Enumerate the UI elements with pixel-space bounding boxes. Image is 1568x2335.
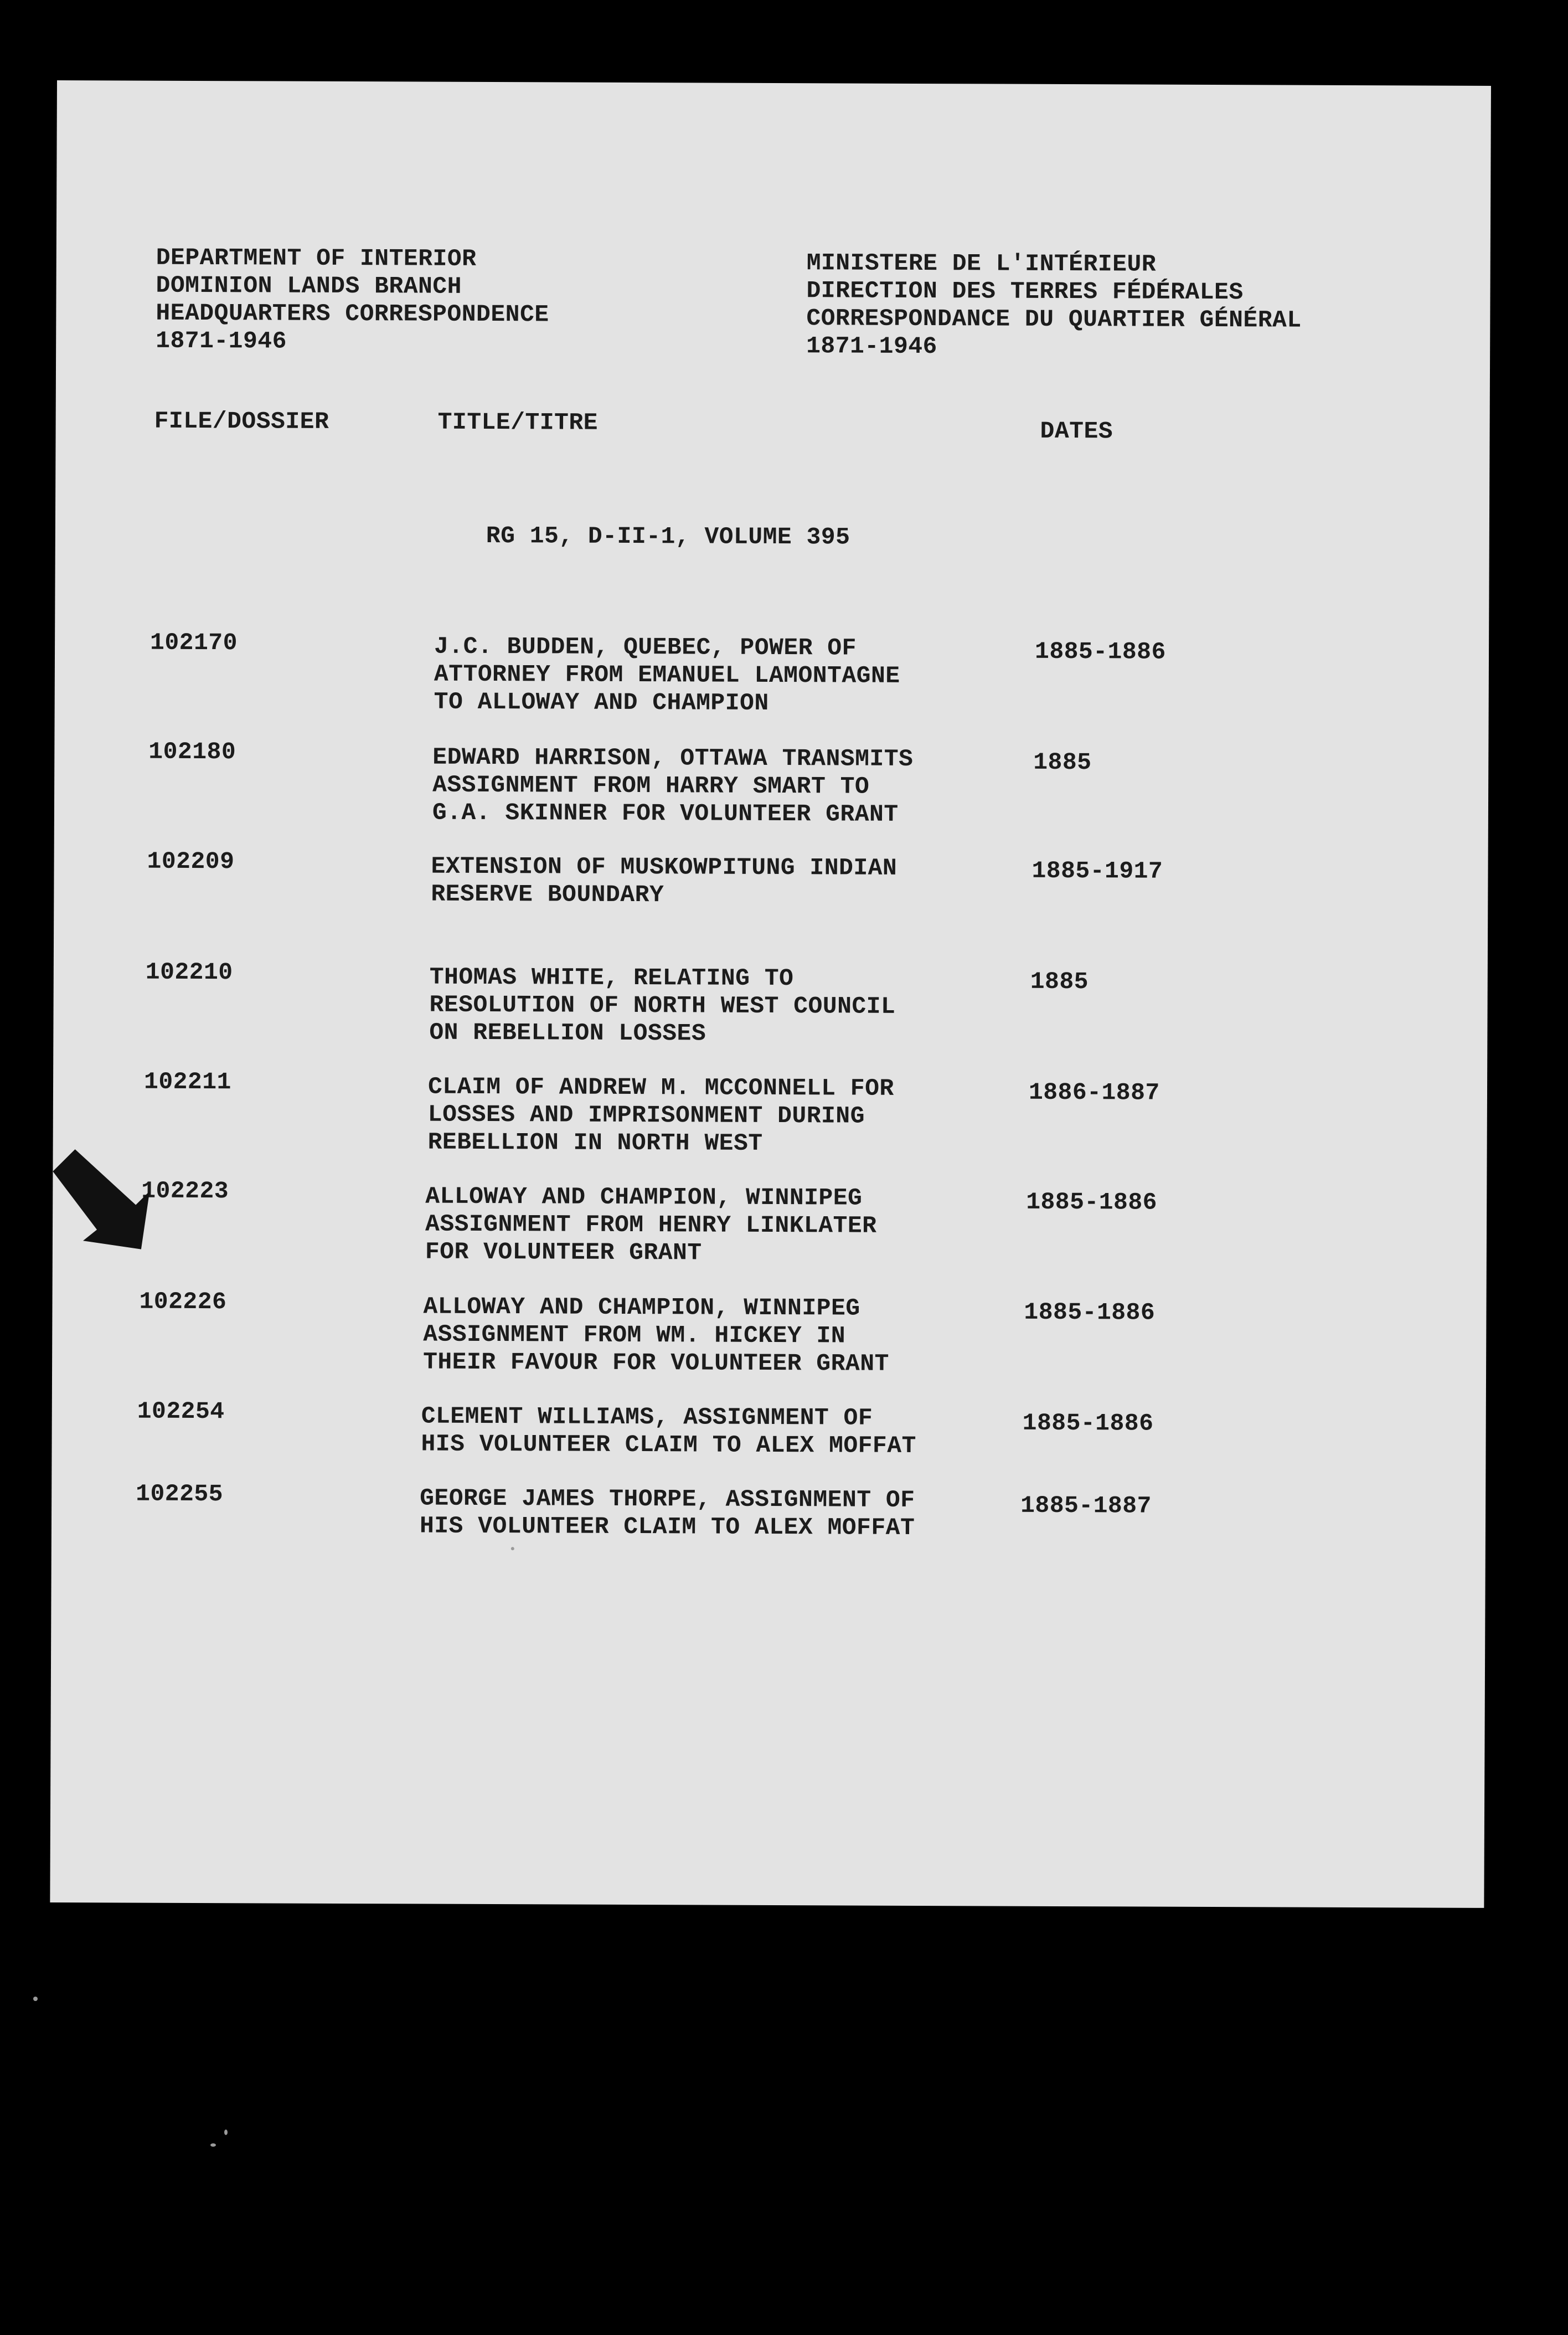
file-title (428, 1073, 894, 1158)
file-title (420, 1485, 915, 1542)
file-number: 102210 (145, 958, 233, 986)
header-french-line: MINISTERE DE L'INTÉRIEUR (806, 249, 1157, 278)
paper-speck (511, 1547, 514, 1550)
header-english-line: 1871-1946 (156, 327, 287, 355)
background-speck (210, 2143, 216, 2147)
file-dates: 1885-1886 (1034, 637, 1166, 666)
background-speck (33, 1997, 38, 2001)
file-title (429, 964, 895, 1048)
title-line: EDWARD HARRISON, OTTAWA TRANSMITS (432, 743, 914, 773)
file-number: 102226 (139, 1288, 227, 1316)
file-dates: 1885-1886 (1024, 1298, 1156, 1326)
file-dates: 1886-1887 (1028, 1078, 1160, 1107)
header-english-line: HEADQUARTERS CORRESPONDENCE (156, 299, 549, 328)
file-title (421, 1403, 916, 1460)
title-line: G.A. SKINNER FOR VOLUNTEER GRANT (432, 799, 899, 828)
title-line: REBELLION IN NORTH WEST (427, 1128, 763, 1157)
file-number: 102223 (141, 1177, 229, 1205)
document-page (50, 80, 1491, 1908)
header-french-line: CORRESPONDANCE DU QUARTIER GÉNÉRAL (806, 305, 1302, 334)
title-line: GEORGE JAMES THORPE, ASSIGNMENT OF (420, 1484, 915, 1514)
file-title (425, 1183, 877, 1268)
file-title (431, 853, 897, 910)
title-line: LOSSES AND IMPRISONMENT DURING (427, 1100, 865, 1130)
title-line: RESERVE BOUNDARY (431, 880, 664, 909)
file-dates: 1885-1886 (1026, 1188, 1158, 1216)
title-line: CLAIM OF ANDREW M. MCCONNELL FOR (427, 1073, 894, 1102)
file-number: 102254 (137, 1397, 225, 1426)
file-number: 102170 (150, 629, 238, 657)
column-header-file: FILE/DOSSIER (154, 407, 329, 435)
column-header-title: TITLE/TITRE (437, 408, 599, 436)
file-number: 102180 (148, 738, 236, 766)
title-line: ON REBELLION LOSSES (429, 1019, 706, 1047)
title-line: ASSIGNMENT FROM HENRY LINKLATER (425, 1210, 877, 1239)
file-dates: 1885 (1030, 968, 1089, 996)
title-line: EXTENSION OF MUSKOWPITUNG INDIAN (431, 852, 898, 882)
file-number: 102211 (143, 1068, 231, 1096)
file-title (434, 633, 900, 718)
title-line: CLEMENT WILLIAMS, ASSIGNMENT OF (421, 1402, 873, 1432)
title-line: ALLOWAY AND CHAMPION, WINNIPEG (423, 1293, 860, 1322)
title-line: ASSIGNMENT FROM WM. HICKEY IN (423, 1320, 846, 1350)
column-header-dates: DATES (1040, 417, 1113, 445)
file-dates: 1885-1917 (1031, 857, 1163, 885)
title-line: ASSIGNMENT FROM HARRY SMART TO (432, 771, 870, 800)
file-title (432, 744, 914, 829)
background-speck (224, 2130, 228, 2135)
arrow-icon (53, 1149, 197, 1261)
volume-reference: RG 15, D-II-1, VOLUME 395 (486, 522, 850, 551)
file-title (423, 1293, 889, 1378)
header-english-line: DOMINION LANDS BRANCH (156, 271, 462, 300)
title-line: THEIR FAVOUR FOR VOLUNTEER GRANT (423, 1348, 889, 1377)
title-line: J.C. BUDDEN, QUEBEC, POWER OF (434, 632, 857, 662)
file-number: 102255 (136, 1480, 224, 1508)
title-line: THOMAS WHITE, RELATING TO (429, 963, 794, 992)
header-french (806, 249, 1302, 362)
file-dates: 1885-1887 (1020, 1491, 1152, 1520)
title-line: HIS VOLUNTEER CLAIM TO ALEX MOFFAT (419, 1512, 915, 1541)
title-line: ALLOWAY AND CHAMPION, WINNIPEG (425, 1182, 863, 1212)
file-dates: 1885-1886 (1022, 1409, 1154, 1437)
title-line: HIS VOLUNTEER CLAIM TO ALEX MOFFAT (421, 1430, 916, 1459)
header-french-line: DIRECTION DES TERRES FÉDÉRALES (806, 277, 1244, 306)
file-number: 102209 (147, 847, 235, 876)
header-english-line: DEPARTMENT OF INTERIOR (156, 244, 477, 272)
title-line: RESOLUTION OF NORTH WEST COUNCIL (429, 991, 896, 1020)
header-english (156, 244, 549, 357)
file-dates: 1885 (1033, 748, 1092, 776)
title-line: TO ALLOWAY AND CHAMPION (434, 688, 769, 717)
title-line: FOR VOLUNTEER GRANT (425, 1238, 702, 1267)
header-french-line: 1871-1946 (806, 332, 938, 361)
title-line: ATTORNEY FROM EMANUEL LAMONTAGNE (434, 660, 900, 690)
